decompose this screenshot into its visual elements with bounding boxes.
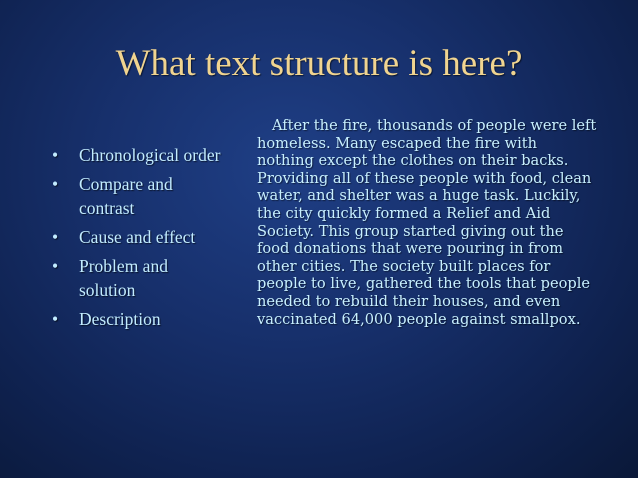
bullet-dot-icon: • (52, 309, 59, 329)
option-description (52, 307, 222, 331)
option-label: Cause and effect (79, 227, 196, 247)
option-label: Chronological order (79, 145, 221, 165)
slide-title: What text structure is here? (115, 43, 523, 84)
bullet-dot-icon: • (52, 227, 59, 247)
passage-text: After the fire, thousands of people were left homeless. Many escaped the fire with nothing except the clothes on their backs. Providing all of these people with food, clean water, and shelter was a huge task. Luckily, the city quickly formed a Relief and Aid Society. This group started giving out the food donations that were pouring in from other cities. The society built places for people to live, gathered the tools that people needed to rebuild their houses, and even vaccinated 64,000 people against smallpox. (257, 117, 597, 328)
bullet-dot-icon: • (52, 145, 59, 165)
option-compare-and-contrast (52, 172, 222, 220)
option-problem-and-solution (52, 254, 222, 302)
option-chronological-order (52, 143, 222, 167)
bullet-dot-icon: • (52, 256, 59, 276)
bullet-dot-icon: • (52, 174, 59, 194)
option-label: Description (79, 309, 161, 329)
option-label: Problem and solution (79, 256, 168, 300)
option-label: Compare and contrast (79, 174, 173, 218)
option-cause-and-effect (52, 225, 222, 249)
structure-options-list (52, 143, 222, 336)
